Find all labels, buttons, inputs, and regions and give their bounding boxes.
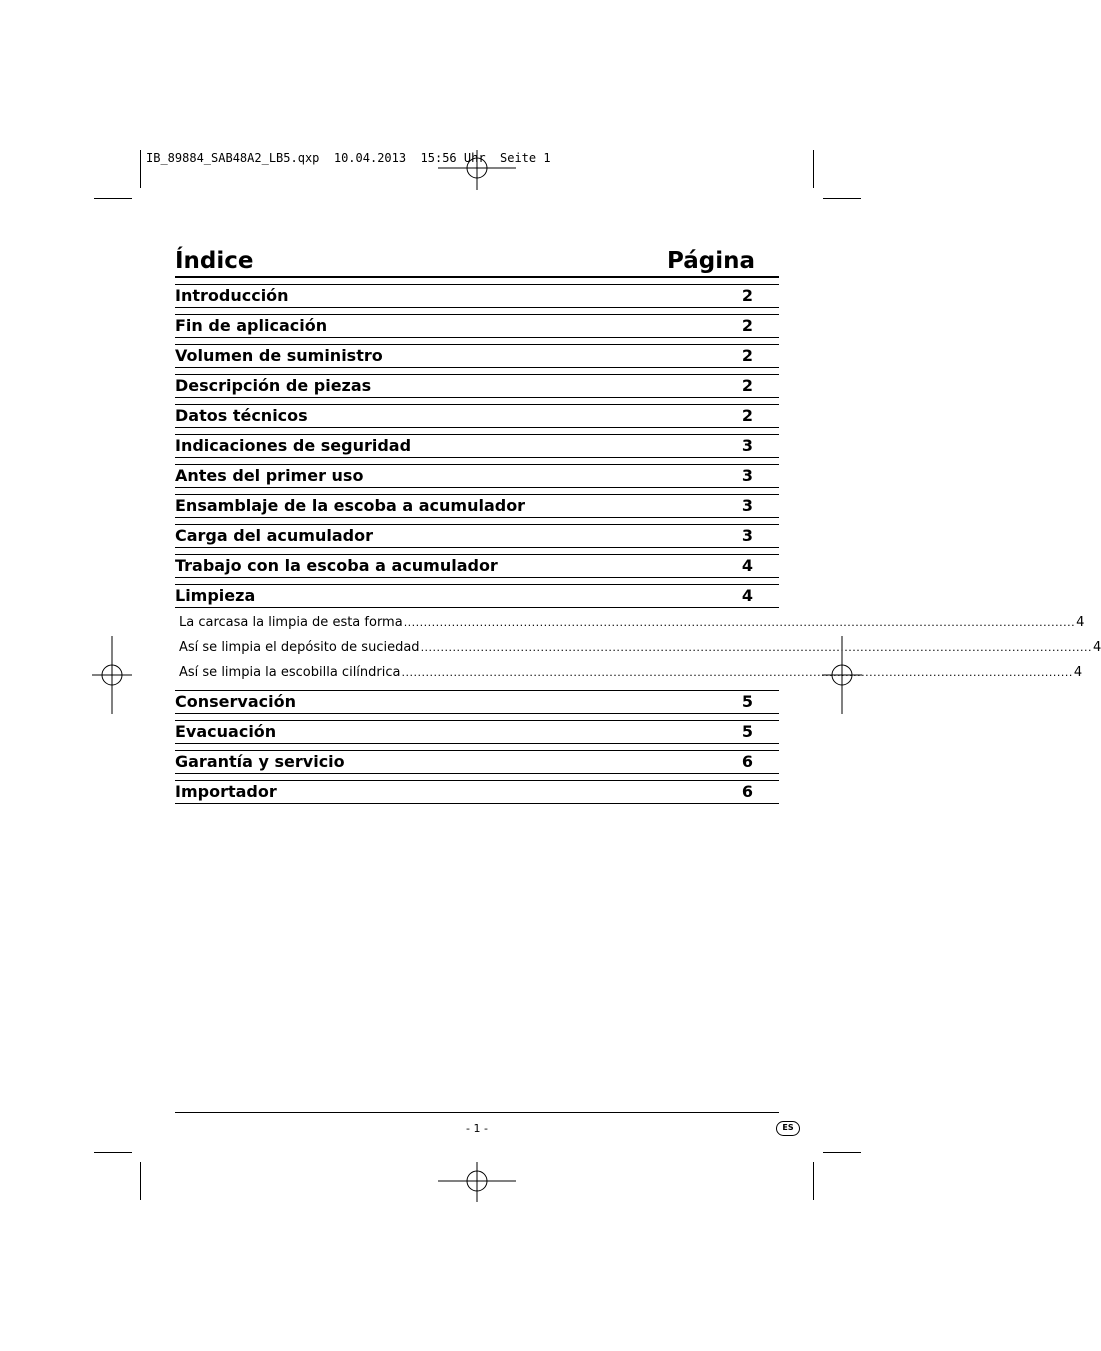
toc-sub-entry[interactable]: Así se limpia la escobilla cilíndrica ........................................................................................................................................................................ 4 xyxy=(175,660,779,685)
toc-title: Índice xyxy=(175,248,254,274)
toc-entry[interactable]: Introducción 2 xyxy=(175,284,779,308)
toc-entry[interactable]: Garantía y servicio 6 xyxy=(175,750,779,774)
toc-page-heading: Página xyxy=(666,248,755,274)
table-of-contents xyxy=(175,242,1101,804)
toc-entry[interactable]: Trabajo con la escoba a acumulador 4 xyxy=(175,554,779,578)
file-slug: IB_89884_SAB48A2_LB5.qxp 10.04.2013 15:56 Uhr Seite 1 xyxy=(146,151,551,165)
registration-mark-top xyxy=(438,150,516,190)
crop-mark-bottom-left-v xyxy=(140,1162,141,1200)
toc-sub-entries xyxy=(175,610,1101,685)
footer-rule xyxy=(175,1112,779,1113)
language-badge: ES xyxy=(776,1121,800,1136)
toc-sub-entry[interactable]: Así se limpia el depósito de suciedad ........................................................................................................................................................................ 4 xyxy=(175,635,779,660)
crop-mark-bottom-right-h xyxy=(823,1152,861,1153)
crop-mark-bottom-right-v xyxy=(813,1162,814,1200)
registration-mark-bottom xyxy=(438,1162,516,1202)
crop-mark-top-right-v xyxy=(813,150,814,188)
toc-entry[interactable]: Datos técnicos 2 xyxy=(175,404,779,428)
toc-sub-entry[interactable]: La carcasa la limpia de esta forma ........................................................................................................................................................................ 4 xyxy=(175,610,779,635)
crop-mark-bottom-left-h xyxy=(94,1152,132,1153)
toc-entry[interactable]: Fin de aplicación 2 xyxy=(175,314,779,338)
toc-entry[interactable]: Limpieza 4 xyxy=(175,584,779,608)
toc-entry[interactable]: Ensamblaje de la escoba a acumulador 3 xyxy=(175,494,779,518)
crop-mark-top-left-h xyxy=(94,198,132,199)
dot-leader: ........................................................................................................................................................................ xyxy=(403,616,1076,629)
toc-entry[interactable]: Indicaciones de seguridad 3 xyxy=(175,434,779,458)
toc-entry[interactable]: Evacuación 5 xyxy=(175,720,779,744)
toc-entry[interactable]: Volumen de suministro 2 xyxy=(175,344,779,368)
toc-entry[interactable]: Descripción de piezas 2 xyxy=(175,374,779,398)
toc-entry[interactable]: Importador 6 xyxy=(175,780,779,804)
crop-mark-top-right-h xyxy=(823,198,861,199)
toc-entry[interactable]: Carga del acumulador 3 xyxy=(175,524,779,548)
dot-leader: ........................................................................................................................................................................ xyxy=(420,641,1092,654)
page-number: - 1 - xyxy=(466,1122,488,1135)
toc-entry[interactable]: Antes del primer uso 3 xyxy=(175,464,779,488)
dot-leader: ........................................................................................................................................................................ xyxy=(401,666,1073,679)
toc-entry[interactable]: Conservación 5 xyxy=(175,690,779,714)
toc-header xyxy=(175,242,779,278)
registration-mark-left xyxy=(92,636,132,714)
crop-mark-top-left-v xyxy=(140,150,141,188)
